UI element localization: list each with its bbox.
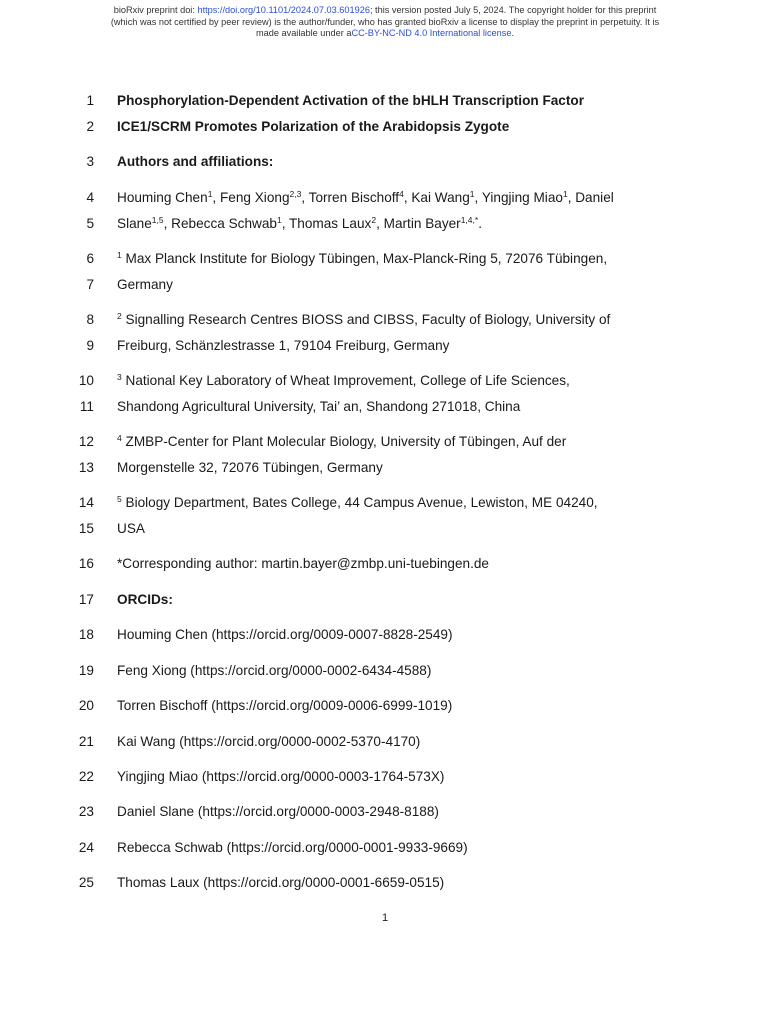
line-number: 15 xyxy=(78,521,94,536)
preprint-banner xyxy=(60,5,710,40)
orcid-entry: Yingjing Miao (https://orcid.org/0000-0003-1764-573X) xyxy=(117,769,445,784)
affiliation-4: Morgenstelle 32, 72076 Tübingen, Germany xyxy=(117,460,383,475)
line-number: 25 xyxy=(78,875,94,890)
banner-text: ; this version posted July 5, 2024. The copyright holder for this preprint xyxy=(369,5,657,15)
line-number: 20 xyxy=(78,698,94,713)
line-number: 21 xyxy=(78,734,94,749)
manuscript-line xyxy=(0,766,770,788)
line-number: 3 xyxy=(86,154,94,169)
manuscript-line xyxy=(0,248,770,270)
line-number: 4 xyxy=(86,190,94,205)
manuscript-line xyxy=(0,213,770,235)
line-number: 7 xyxy=(86,277,94,292)
manuscript-line xyxy=(0,396,770,418)
manuscript-line xyxy=(0,274,770,296)
manuscript-line xyxy=(0,801,770,823)
orcid-entry: Thomas Laux (https://orcid.org/0000-0001-6659-0515) xyxy=(117,875,445,890)
line-number: 16 xyxy=(78,556,94,571)
manuscript-line xyxy=(0,492,770,514)
affiliation-1: Germany xyxy=(117,277,173,292)
manuscript-line xyxy=(0,695,770,717)
line-number: 2 xyxy=(86,119,94,134)
line-number: 23 xyxy=(78,804,94,819)
orcid-entry: Torren Bischoff (https://orcid.org/0009-0006-6999-1019) xyxy=(117,698,453,713)
manuscript-line xyxy=(0,553,770,575)
doi-link[interactable]: https://doi.org/10.1101/2024.07.03.601926 xyxy=(197,5,370,15)
line-number: 22 xyxy=(78,769,94,784)
orcid-entry: Houming Chen (https://orcid.org/0009-0007-8828-2549) xyxy=(117,627,453,642)
line-number: 9 xyxy=(86,338,94,353)
line-number: 8 xyxy=(86,312,94,327)
orcid-entry: Daniel Slane (https://orcid.org/0000-0003-2948-8188) xyxy=(117,804,439,819)
manuscript-line xyxy=(0,731,770,753)
banner-text: made available under a xyxy=(255,28,352,38)
manuscript-line xyxy=(0,309,770,331)
corresponding-author: *Corresponding author: martin.bayer@zmbp.uni-tuebingen.de xyxy=(117,556,489,571)
manuscript-line xyxy=(0,370,770,392)
banner-text: bioRxiv preprint doi: xyxy=(113,5,198,15)
author-list: Slane$^{1,5}$, Rebecca Schwab$^1$, Thomas Laux$^2$, Martin Bayer$^{1,4,*}$. xyxy=(117,215,482,231)
line-number: 14 xyxy=(78,495,94,510)
line-number: 12 xyxy=(78,434,94,449)
manuscript-line xyxy=(0,589,770,611)
page-number: 1 xyxy=(381,912,389,924)
line-number: 1 xyxy=(86,93,94,108)
manuscript-line xyxy=(0,872,770,894)
affiliation-3: Shandong Agricultural University, Tai’ an, Shandong 271018, China xyxy=(117,399,521,414)
orcids-heading: ORCIDs: xyxy=(117,592,173,607)
banner-text: (which was not certified by peer review) is the author/funder, who has granted bioRxiv a license to display the preprint in perpetuity. It is xyxy=(110,16,660,27)
manuscript-line xyxy=(0,335,770,357)
affiliation-3: $^3$ National Key Laboratory of Wheat Improvement, College of Life Sciences, xyxy=(117,372,570,388)
line-number: 6 xyxy=(86,251,94,266)
author-list: Houming Chen$^1$, Feng Xiong$^{2,3}$, Torren Bischoff$^4$, Kai Wang$^1$, Yingjing Miao$^1$, Daniel xyxy=(117,189,614,205)
banner-text: . xyxy=(511,28,515,38)
orcid-entry: Rebecca Schwab (https://orcid.org/0000-0001-9933-9669) xyxy=(117,840,468,855)
license-link[interactable]: CC-BY-NC-ND 4.0 International license xyxy=(351,28,512,38)
line-number: 11 xyxy=(79,399,94,414)
orcid-entry: Kai Wang (https://orcid.org/0000-0002-5370-4170) xyxy=(117,734,421,749)
manuscript-line xyxy=(0,457,770,479)
manuscript-line xyxy=(0,431,770,453)
affiliation-2: Freiburg, Schänzlestrasse 1, 79104 Freiburg, Germany xyxy=(117,338,450,353)
line-number: 18 xyxy=(78,627,94,642)
manuscript-line xyxy=(0,660,770,682)
line-number: 24 xyxy=(78,840,94,855)
line-number: 19 xyxy=(78,663,94,678)
line-number: 13 xyxy=(78,460,94,475)
paper-title: ICE1/SCRM Promotes Polarization of the Arabidopsis Zygote xyxy=(117,119,510,134)
manuscript-line xyxy=(0,90,770,112)
manuscript-line xyxy=(0,624,770,646)
manuscript-line xyxy=(0,187,770,209)
paper-title: Phosphorylation-Dependent Activation of the bHLH Transcription Factor xyxy=(117,93,584,108)
manuscript-line xyxy=(0,151,770,173)
line-number: 5 xyxy=(86,216,94,231)
line-number: 17 xyxy=(78,592,94,607)
affiliation-5: $^5$ Biology Department, Bates College, 44 Campus Avenue, Lewiston, ME 04240, xyxy=(117,494,598,510)
orcid-entry: Feng Xiong (https://orcid.org/0000-0002-6434-4588) xyxy=(117,663,432,678)
affiliation-5: USA xyxy=(117,521,145,536)
authors-heading: Authors and affiliations: xyxy=(117,154,274,169)
affiliation-1: $^1$ Max Planck Institute for Biology Tübingen, Max-Planck-Ring 5, 72076 Tübingen, xyxy=(117,250,608,266)
manuscript-line xyxy=(0,116,770,138)
manuscript-line xyxy=(0,837,770,859)
affiliation-2: $^2$ Signalling Research Centres BIOSS and CIBSS, Faculty of Biology, University of xyxy=(117,311,611,327)
affiliation-4: $^4$ ZMBP-Center for Plant Molecular Biology, University of Tübingen, Auf der xyxy=(117,433,567,449)
line-number: 10 xyxy=(78,373,94,388)
manuscript-line xyxy=(0,518,770,540)
